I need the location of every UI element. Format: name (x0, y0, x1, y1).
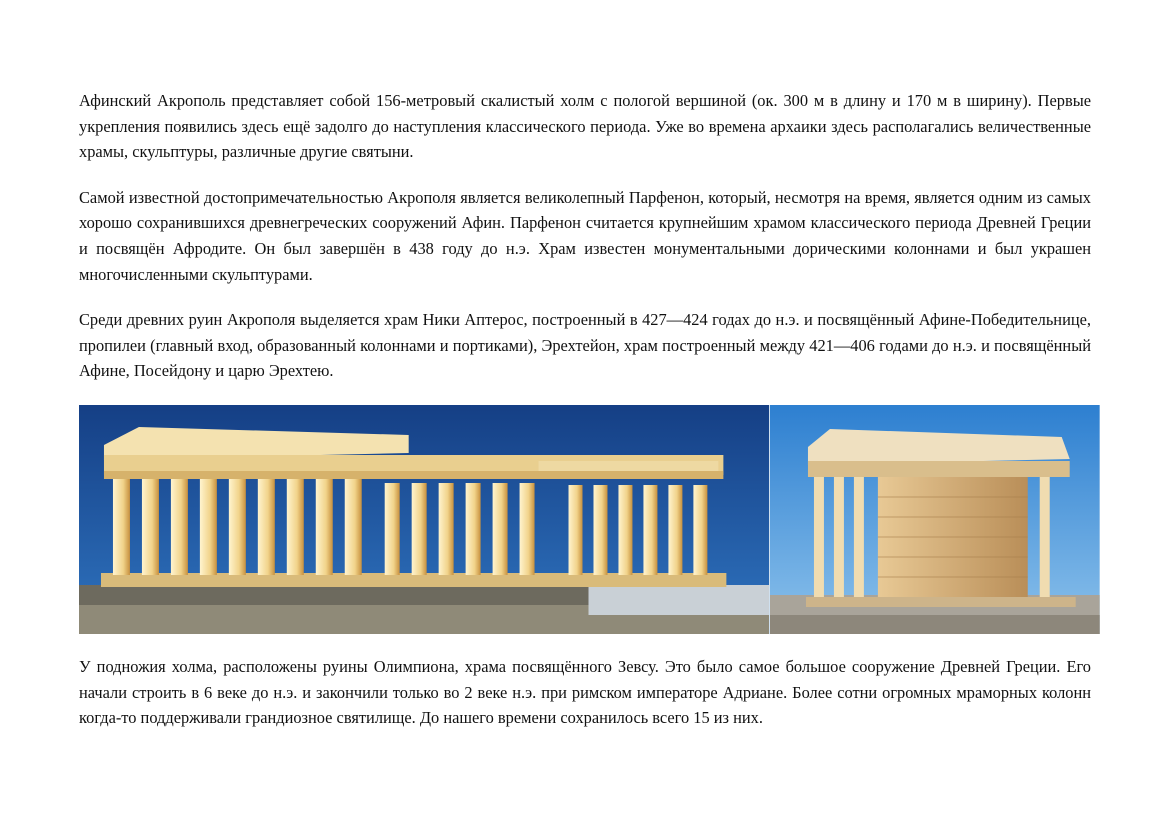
paragraph-nike-temple: Среди древних руин Акрополя выделяется храм Ники Аптерос, построенный в 427—424 годах до н.э. и посвящённый Афине-Победительнице, пропилеи (главный вход, образованный колоннами и портиками), Эрехтейон, храм построенный между 421—406 годами до н.э. и посвящённый Афине, Посейдону и царю Эрехтею. (79, 310, 1091, 381)
text-block-top (79, 88, 1091, 384)
photo-strip (79, 405, 1100, 634)
parthenon-photo (79, 405, 769, 634)
parthenon-illustration (79, 405, 769, 634)
paragraph-acropolis-intro: Афинский Акрополь представляет собой 156-метровый скалистый холм с пологой вершиной (ок. 300 м в длину и 170 м в ширину). Первые укрепления появились здесь ещё задолго до наступления классического периода. Уже во времена архаики здесь располагались величественные храмы, скульптуры, различные другие святыни. (79, 91, 1091, 162)
paragraph-olympieion: У подножия холма, расположены руины Олимпиона, храма посвящённого Зевсу. Это было самое большое сооружение Древней Греции. Его начали строить в 6 веке до н.э. и закончили только во 2 веке н.э. при римском императоре Адриане. Более сотни огромных мраморных колонн когда-то поддерживали грандиозное святилище. До нашего времени сохранилось всего 15 из них. (79, 657, 1091, 728)
paragraph-parthenon: Самой известной достопримечательностью Акрополя является великолепный Парфенон, который, несмотря на время, является одним из самых хорошо сохранившихся древнегреческих сооружений Афин. Парфенон считается крупнейшим храмом классического периода Древней Греции и посвящён Афродите. Он был завершён в 438 году до н.э. Храм известен монументальными дорическими колоннами и был украшен многочисленными скульптурами. (79, 187, 1091, 284)
nike-temple-illustration (770, 405, 1100, 634)
nike-temple-photo (769, 405, 1100, 634)
text-block-bottom (79, 654, 1091, 731)
